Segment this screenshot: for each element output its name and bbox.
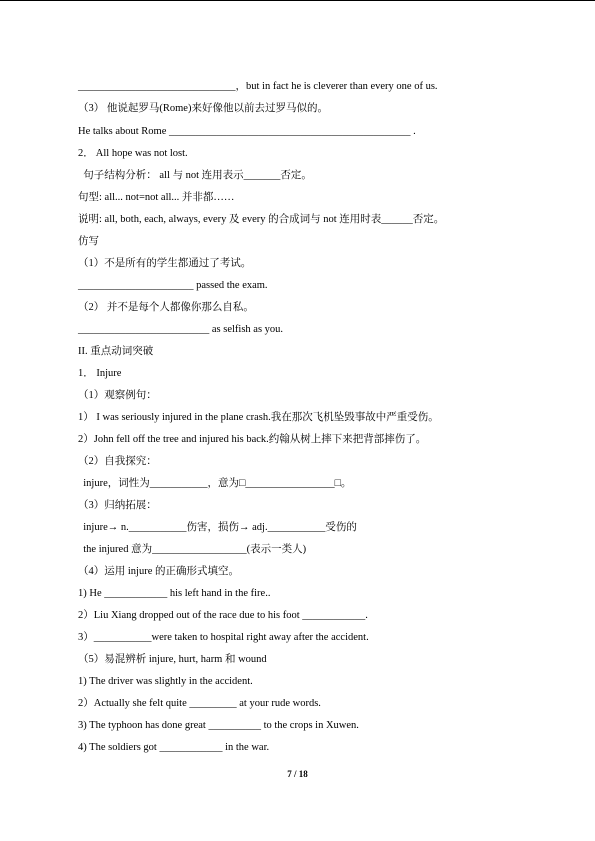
- text-line: ______________________ passed the exam.: [78, 280, 268, 291]
- text-line: injure，词性为___________，意为□_________________□。: [78, 478, 352, 489]
- text-line: the injured 意为__________________(表示一类人): [78, 544, 307, 555]
- text-line: ______________________________，but in fact he is cleverer than every one of us.: [78, 81, 438, 92]
- text-line: 仿写: [78, 236, 99, 247]
- text-line: 1) He ____________ his left hand in the fire..: [78, 588, 271, 599]
- text-line: 3）___________were taken to hospital right away after the accident.: [78, 632, 369, 643]
- text-line: 4) The soldiers got ____________ in the war.: [78, 742, 270, 753]
- text-line: （4）运用 injure 的正确形式填空。: [78, 566, 239, 577]
- top-rule: [0, 0, 595, 1]
- text-line: （1）观察例句：: [78, 390, 157, 401]
- text-line: （3）归纳拓展：: [78, 500, 157, 511]
- text-line: （3） 他说起罗马(Rome)来好像他以前去过罗马似的。: [78, 103, 328, 114]
- text-line: He talks about Rome ______________________________________________ .: [78, 126, 416, 137]
- text-line: 2）Actually she felt quite _________ at your rude words.: [78, 698, 321, 709]
- text-line: injure→ n.___________伤害，损伤→ adj.___________受伤的: [78, 522, 357, 533]
- text-line: （2）自我探究：: [78, 456, 157, 467]
- text-line: _________________________ as selfish as you.: [78, 324, 284, 335]
- text-line: 1． Injure: [78, 368, 122, 379]
- text-line: 1) The driver was slightly in the accident.: [78, 676, 253, 687]
- text-line: 2）Liu Xiang dropped out of the race due to his foot ____________.: [78, 610, 368, 621]
- text-line: 2）John fell off the tree and injured his back.约翰从树上摔下来把背部摔伤了。: [78, 434, 427, 445]
- text-line: 说明: all, both, each, always, every 及 every 的合成词与 not 连用时表______否定。: [78, 214, 445, 225]
- text-line: （2） 并不是每个人都像你那么自私。: [78, 302, 254, 313]
- page-number: 7 / 18: [287, 769, 308, 779]
- text-line: （1）不是所有的学生都通过了考试。: [78, 258, 252, 269]
- section-heading: II. 重点动词突破: [78, 346, 154, 357]
- text-line: 1） I was seriously injured in the plane crash.我在那次飞机坠毁事故中严重受伤。: [78, 412, 439, 423]
- text-line: 2． All hope was not lost.: [78, 148, 188, 159]
- text-line: （5）易混辨析 injure, hurt, harm 和 wound: [78, 654, 267, 665]
- text-line: 3) The typhoon has done great __________ to the crops in Xuwen.: [78, 720, 359, 731]
- text-line: 句子结构分析： all 与 not 连用表示_______否定。: [78, 170, 312, 181]
- text-line: 句型: all... not=not all... 并非都……: [78, 192, 235, 203]
